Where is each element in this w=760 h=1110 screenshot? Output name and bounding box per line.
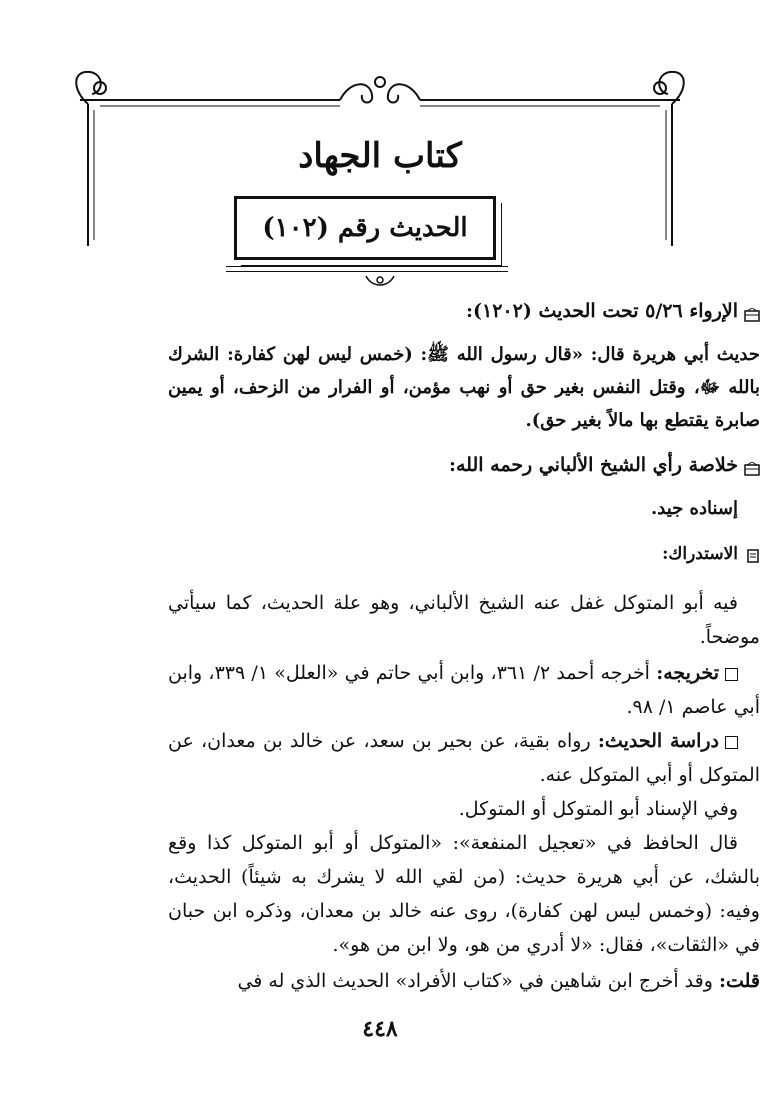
takhrij-text: أخرجه أحمد ٢/ ٣٦١، وابن أبي حاتم في «العلل» ١/ ٣٣٩، وابن أبي عاصم ١/ ٩٨.	[168, 662, 760, 718]
source-heading	[168, 300, 760, 322]
document-icon	[744, 548, 760, 562]
summary-heading-row	[168, 454, 760, 476]
qult-label: قلت:	[718, 970, 760, 992]
dirasa-paragraph	[168, 724, 760, 792]
isnad-paragraph: وفي الإسناد أبو المتوكل أو المتوكل.	[458, 798, 738, 820]
takhrij-paragraph	[168, 656, 760, 724]
summary-text: إسناده جيد.	[651, 498, 738, 519]
istidrak-heading-row	[168, 544, 760, 564]
square-bullet-icon	[725, 668, 738, 681]
source-ref: الإرواء ٥/٢٦ تحت الحديث (١٢٠٢):	[466, 300, 738, 322]
qult-text: وقد أخرج ابن شاهين في «كتاب الأفراد» الحديث الذي له في	[237, 970, 713, 992]
box-underline	[226, 266, 508, 272]
qult-paragraph	[168, 964, 760, 998]
dirasa-label: دراسة الحديث:	[597, 730, 719, 752]
square-bullet-icon	[725, 736, 738, 749]
hadith-number-box	[234, 196, 496, 260]
takhrij-label: تخريجه:	[656, 662, 719, 684]
book-icon	[744, 305, 760, 319]
dirasa-text: رواه بقية، عن بحير بن سعد، عن خالد بن معدان، عن المتوكل أو أبي المتوكل عنه.	[168, 730, 760, 786]
summary-heading: خلاصة رأي الشيخ الألباني رحمه الله:	[448, 454, 738, 476]
book-title: كتاب الجهاد	[298, 136, 462, 176]
paragraph-1: فيه أبو المتوكل غفل عنه الشيخ الألباني، وهو علة الحديث، كما سيأتي موضحاً.	[168, 592, 760, 648]
hadith-text: حديث أبي هريرة قال: «قال رسول الله ﷺ: (خمس ليس لهن كفارة: الشرك بالله ﷻ، وقتل النفس بغير حق أو نهب مؤمن، أو الفرار من الزحف، أو يمين صابرة يقتطع بها مالاً بغير حق).	[168, 344, 760, 431]
page-number: ٤٤٨	[362, 1016, 398, 1042]
istidrak-heading: الاستدراك:	[662, 544, 738, 564]
hafiz-paragraph: قال الحافظ في «تعجيل المنفعة»: «المتوكل أو أبو المتوكل كذا وقع بالشك، عن أبي هريرة حديث: (من لقي الله لا يشرك به شيئاً) الحديث، وفيه: (وخمس ليس لهن كفارة)، روى عنه خالد بن معدان، وذكره ابن حبان في «الثقات»، فقال: «لا أدري من هو، ولا ابن من هو».	[168, 832, 760, 956]
hadith-number-title: الحديث رقم (١٠٢)	[262, 213, 468, 243]
book-icon	[744, 459, 760, 473]
